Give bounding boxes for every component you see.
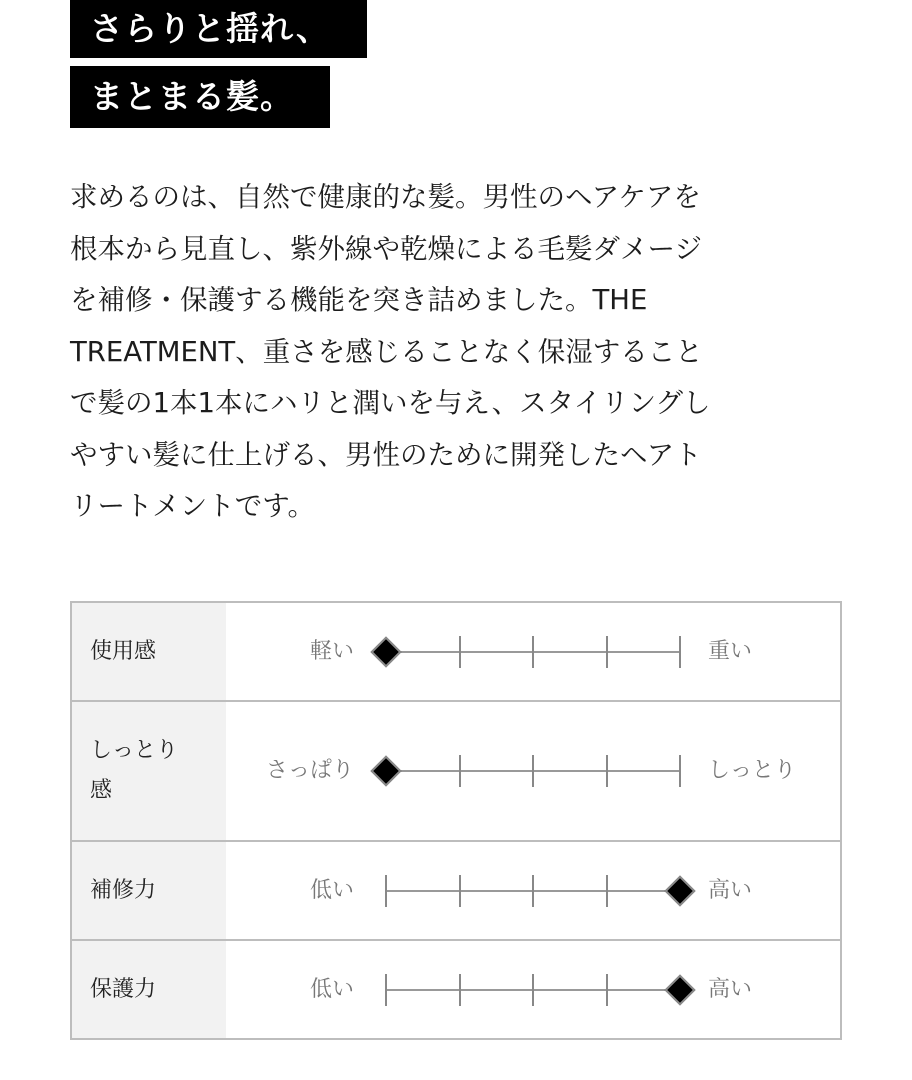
product-description (70, 172, 850, 533)
description-line: を補修・保護する機能を突き詰めました。THE (70, 284, 648, 316)
description-line: リートメントです。 (70, 490, 316, 522)
scale-right-label: 高い (708, 877, 753, 903)
scale-left-label: 低い (309, 976, 354, 1002)
rating-scale (226, 970, 840, 1010)
rating-scale (226, 751, 840, 791)
scale-left-label: 軽い (309, 638, 354, 664)
scale-tick (606, 875, 608, 907)
diamond-marker-icon (370, 755, 401, 786)
scale-tick (606, 974, 608, 1006)
rating-scale (226, 632, 840, 672)
scale-right-label: しっとり (708, 758, 797, 783)
scale-tick (532, 974, 534, 1006)
diamond-marker-icon (664, 974, 695, 1005)
spec-label (71, 701, 226, 841)
description-line: 根本から見直し、紫外線や乾燥による毛髪ダメージ (70, 232, 702, 265)
diamond-marker-icon (664, 875, 695, 906)
spec-scale-cell (226, 701, 841, 841)
scale-right-label: 高い (708, 976, 753, 1002)
scale-tick (679, 755, 681, 787)
scale-tick (459, 636, 461, 668)
scale-tick (532, 875, 534, 907)
rating-scale (226, 871, 840, 911)
scale-tick (606, 636, 608, 668)
spec-scale-cell (226, 602, 841, 701)
description-line: TREATMENT、重さを感じることなく保湿すること (70, 335, 703, 368)
scale-tick (679, 636, 681, 668)
spec-row-usage (71, 602, 841, 701)
description-line: で髪の1本1本にハリと潤いを与え、スタイリングし (70, 387, 711, 419)
scale-right-label: 重い (708, 638, 753, 664)
scale-tick (532, 636, 534, 668)
spec-scale-cell (226, 940, 841, 1039)
scale-tick (385, 974, 387, 1006)
scale-left-label: 低い (309, 877, 354, 903)
headline-line-2: まとまる髪。 (70, 66, 330, 128)
scale-tick (532, 755, 534, 787)
description-line: 求めるのは、自然で健康的な髪。男性のヘアケアを (70, 181, 701, 213)
spec-label: 使用感 (71, 602, 226, 701)
spec-table (70, 601, 842, 1040)
headline-line-1: さらりと揺れ、 (70, 0, 367, 58)
spec-row-repair (71, 841, 841, 940)
scale-tick (459, 755, 461, 787)
description-line: やすい髪に仕上げる、男性のために開発したヘアト (70, 438, 702, 471)
scale-tick (385, 875, 387, 907)
spec-row-protection (71, 940, 841, 1039)
spec-label-text: しっとり感 (90, 738, 179, 803)
diamond-marker-icon (370, 636, 401, 667)
spec-scale-cell (226, 841, 841, 940)
spec-label: 保護力 (71, 940, 226, 1039)
scale-tick (459, 974, 461, 1006)
spec-label: 補修力 (71, 841, 226, 940)
scale-tick (459, 875, 461, 907)
spec-row-moisture (71, 701, 841, 841)
scale-left-label: さっぱり (265, 758, 354, 783)
scale-tick (606, 755, 608, 787)
